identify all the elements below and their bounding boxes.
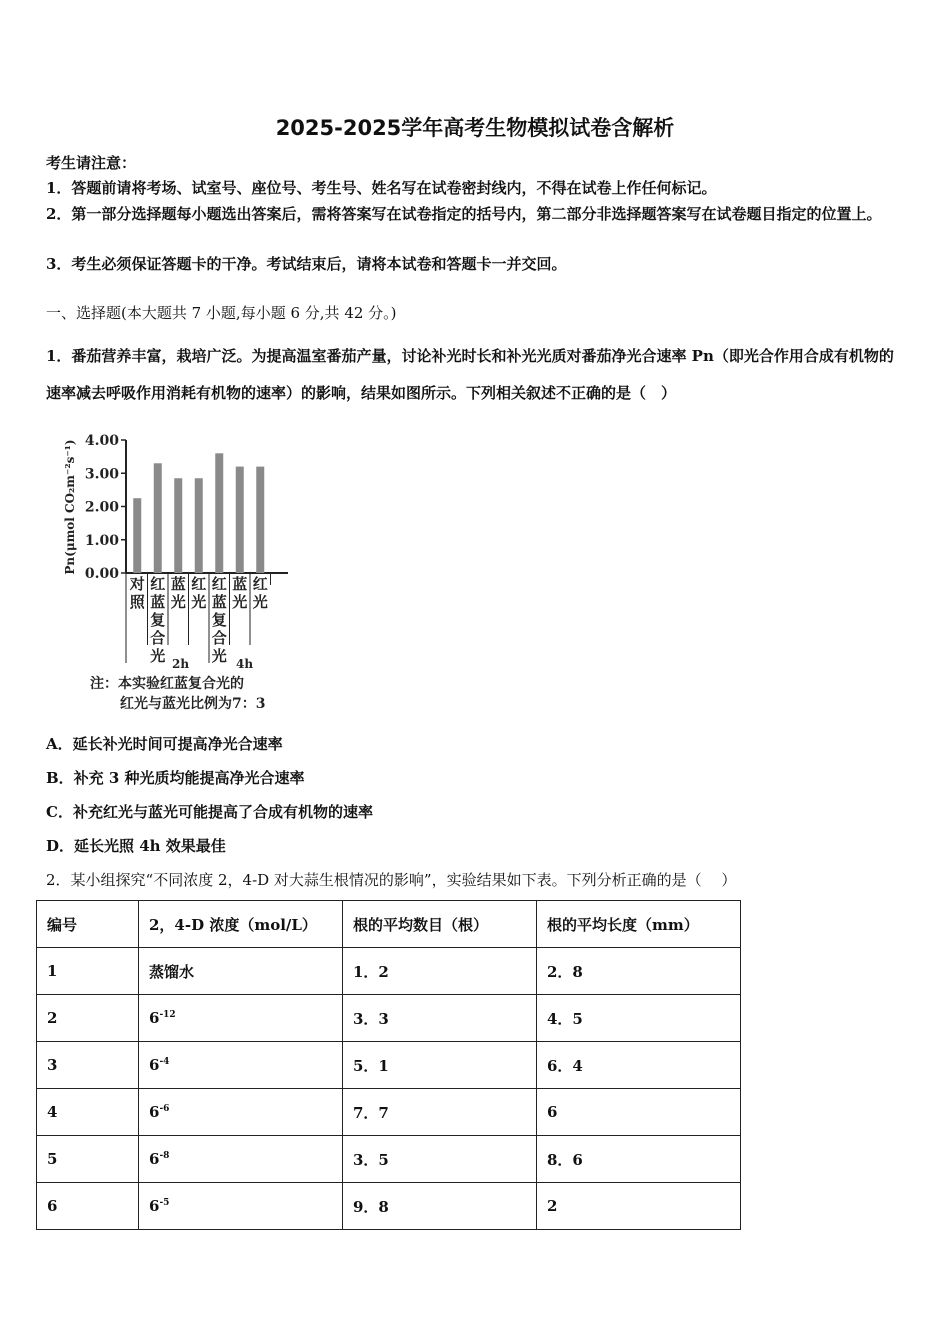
cell-conc (139, 1136, 343, 1183)
x-category-label: 红光 (252, 575, 268, 611)
cell-conc (139, 1042, 343, 1089)
cell-id: 6 (37, 1183, 139, 1230)
conc-base: 6 (149, 1150, 160, 1168)
cell-id: 3 (37, 1042, 139, 1089)
y-tick-label: 3.00 (84, 466, 119, 483)
x-category-label: 红蓝复合光 (211, 575, 227, 665)
y-tick-label: 4.00 (84, 433, 119, 449)
table-row (37, 1183, 741, 1230)
table-row (37, 948, 741, 995)
bar (236, 467, 244, 573)
q1-option-c[interactable]: C．补充红光与蓝光可能提高了合成有机物的速率 (46, 803, 373, 821)
cell-len: 6．4 (537, 1042, 741, 1089)
cell-conc (139, 1089, 343, 1136)
cell-num: 3．3 (343, 995, 537, 1042)
conc-base: 6 (149, 1197, 160, 1215)
cell-id: 1 (37, 948, 139, 995)
q1-option-d[interactable]: D．延长光照 4h 效果最佳 (46, 837, 226, 855)
notice-item-3: 3．考生必须保证答题卡的干净。考试结束后，请将本试卷和答题卡一并交回。 (46, 255, 567, 273)
q2-table (36, 900, 741, 1230)
x-category-label: 蓝光 (170, 575, 186, 611)
cell-len: 2．8 (537, 948, 741, 995)
group-label-2h: 2h (172, 657, 190, 671)
y-tick-label: 0.00 (84, 566, 119, 582)
chart-ylabel: Pn(μmol CO₂m⁻²s⁻¹) (63, 439, 77, 575)
x-category-label: 红蓝复合光 (150, 575, 166, 665)
group-label-4h: 4h (236, 657, 254, 671)
conc-exponent: -5 (159, 1198, 170, 1208)
notice-heading: 考生请注意： (46, 154, 137, 172)
header-id: 编号 (37, 901, 139, 948)
q1-chart (60, 425, 320, 725)
conc-base: 6 (149, 1103, 160, 1121)
table-header-row (37, 901, 741, 948)
cell-id: 2 (37, 995, 139, 1042)
q1-option-a[interactable]: A．延长补光时间可提高净光合速率 (46, 735, 283, 753)
cell-num: 9．8 (343, 1183, 537, 1230)
y-tick-label: 1.00 (84, 532, 119, 549)
notice-item-1: 1．答题前请将考场、试室号、座位号、考生号、姓名写在试卷密封线内，不得在试卷上作任何标记。 (46, 179, 717, 197)
cell-id: 5 (37, 1136, 139, 1183)
section-heading: 一、选择题(本大题共 7 小题,每小题 6 分,共 42 分。) (46, 304, 397, 322)
x-category-label: 蓝光 (232, 575, 248, 611)
x-category-label: 红光 (191, 575, 207, 611)
x-category-label: 对照 (129, 575, 145, 611)
cell-len: 2 (537, 1183, 741, 1230)
conc-base: 蒸馏水 (149, 962, 195, 981)
header-len: 根的平均长度（mm） (537, 901, 741, 948)
cell-conc (139, 948, 343, 995)
bar (215, 453, 223, 573)
table-row (37, 1089, 741, 1136)
conc-base: 6 (149, 1009, 160, 1027)
bar (195, 478, 203, 573)
table-row (37, 1136, 741, 1183)
table-row (37, 995, 741, 1042)
cell-num: 7．7 (343, 1089, 537, 1136)
bar (256, 467, 264, 573)
header-conc: 2，4-D 浓度（mol/L） (139, 901, 343, 948)
conc-exponent: -12 (159, 1010, 176, 1020)
cell-len: 6 (537, 1089, 741, 1136)
header-num: 根的平均数目（根） (343, 901, 537, 948)
q2-stem: 2．某小组探究“不同浓度 2，4-D 对大蒜生根情况的影响”，实验结果如下表。下列分析正确的是（ ） (46, 871, 737, 889)
cell-num: 3．5 (343, 1136, 537, 1183)
page-title: 2025-2025学年高考生物模拟试卷含解析 (275, 116, 675, 140)
q1-option-b[interactable]: B．补充 3 种光质均能提高净光合速率 (46, 769, 305, 787)
cell-num: 1．2 (343, 948, 537, 995)
bar (154, 463, 162, 573)
bar (133, 498, 141, 573)
cell-conc (139, 1183, 343, 1230)
table-row (37, 1042, 741, 1089)
cell-len: 8．6 (537, 1136, 741, 1183)
conc-exponent: -6 (159, 1104, 170, 1114)
conc-base: 6 (149, 1056, 160, 1074)
q1-stem: 1．番茄营养丰富，栽培广泛。为提高温室番茄产量，讨论补光时长和补光光质对番茄净光合速率 Pn（即光合作用合成有机物的速率减去呼吸作用消耗有机物的速率）的影响，结果如图所示。下列相关叙述不正确的是（ ） (46, 347, 894, 402)
cell-len: 4．5 (537, 995, 741, 1042)
cell-conc (139, 995, 343, 1042)
chart-note-2: 红光与蓝光比例为7：3 (120, 696, 266, 712)
y-tick-label: 2.00 (84, 499, 119, 516)
conc-exponent: -8 (159, 1151, 170, 1161)
notice-item-2: 2．第一部分选择题每小题选出答案后，需将答案写在试卷指定的括号内，第二部分非选择题答案写在试卷题目指定的位置上。 (46, 205, 882, 223)
cell-id: 4 (37, 1089, 139, 1136)
conc-exponent: -4 (159, 1057, 170, 1067)
chart-note-1: 注：本实验红蓝复合光的 (90, 676, 244, 692)
cell-num: 5．1 (343, 1042, 537, 1089)
bar (174, 478, 182, 573)
